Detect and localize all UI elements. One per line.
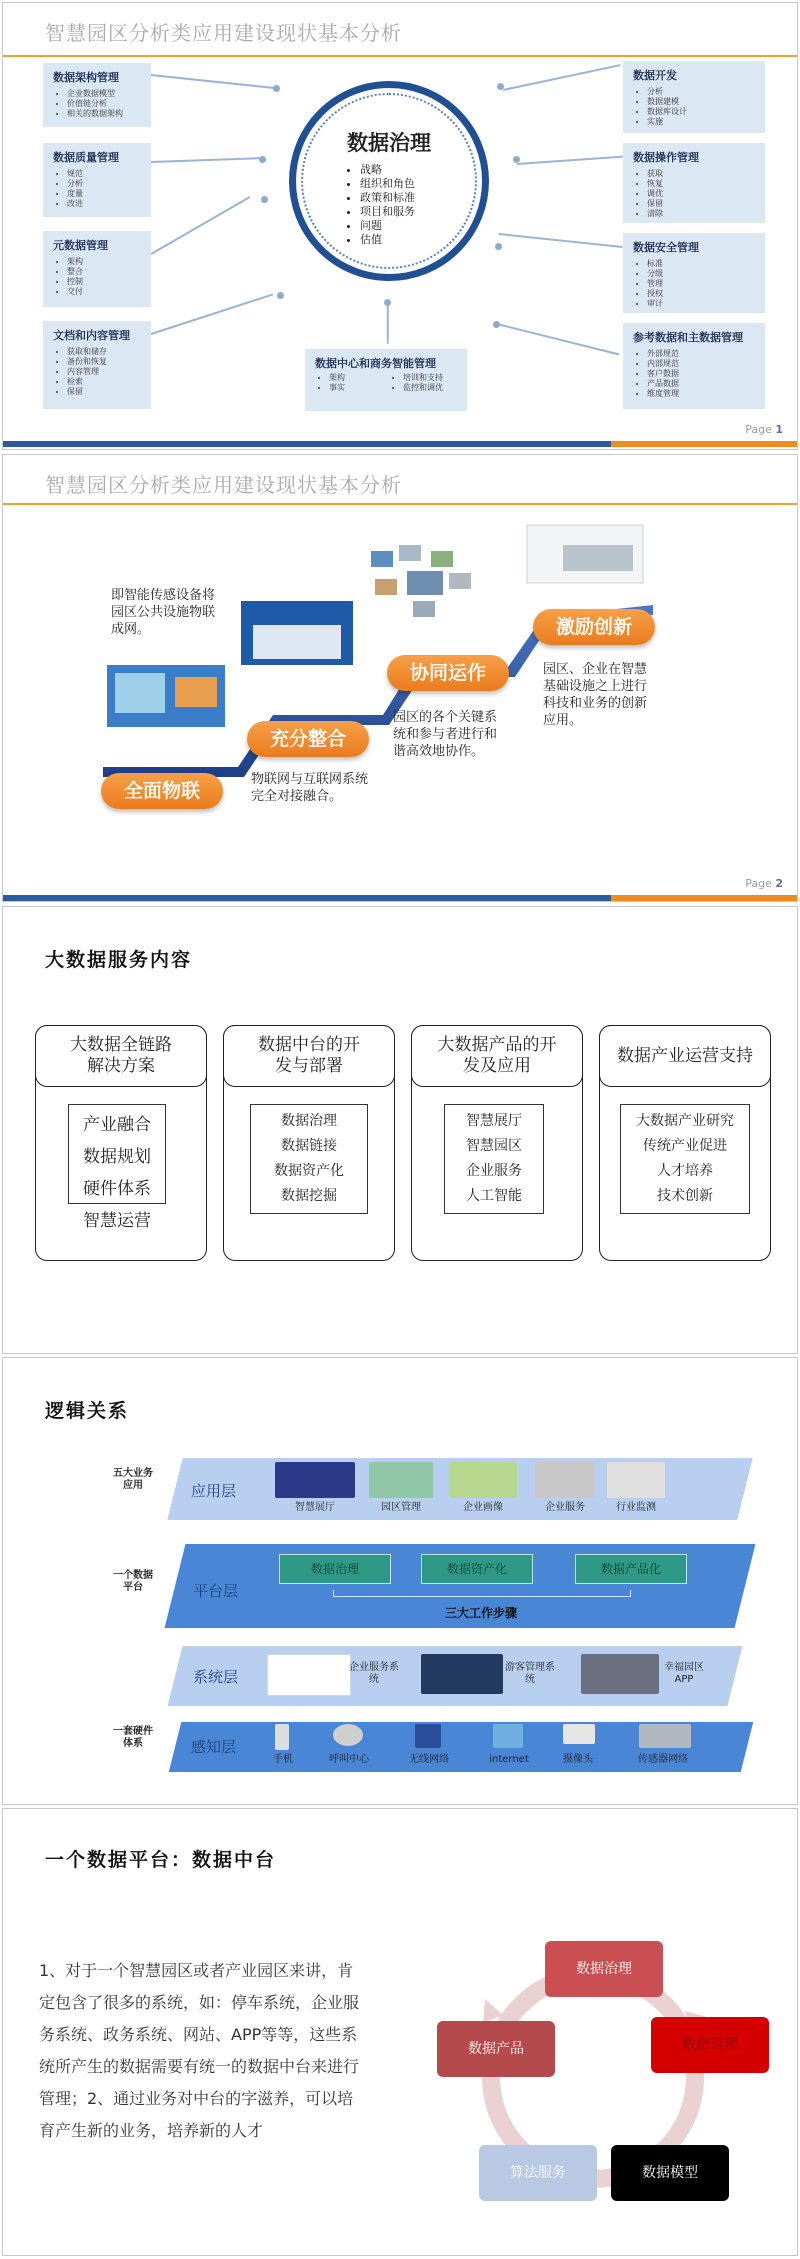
- collab-image: [431, 551, 453, 567]
- box-item: • 产品数据: [647, 379, 755, 389]
- node-dot: [493, 321, 500, 328]
- enterprise-profile-image: [449, 1462, 517, 1498]
- slide-title: 大数据服务内容: [45, 949, 193, 971]
- body-text: 1、对于一个智慧园区或者产业园区来讲，肯定包含了很多的系统，如：停车系统，企业服务系统、政务系统、网站、APP等等，这些系统所产生的数据需要有统一的数据中台来进行管理；2、通过业务对中台的字滋养，可以培育产生新的业务，培养新的人才: [39, 1961, 360, 2140]
- slide-5: [2, 1808, 798, 2256]
- cycle-management: 数据管理: [651, 2017, 769, 2073]
- node-dot: [513, 156, 520, 163]
- box-item: • 获取: [647, 169, 755, 179]
- network-image-detail: [253, 625, 341, 659]
- cycle-governance: 数据治理: [545, 1941, 663, 1997]
- box-data-quality: [43, 143, 151, 217]
- box-item: • 管理: [647, 279, 755, 289]
- footer-bar-orange: [611, 895, 798, 901]
- center-item: • 项目和服务: [360, 205, 415, 219]
- footer-bar-orange: [611, 441, 798, 447]
- iot-image-detail: [115, 673, 165, 713]
- box-item: • 调优: [647, 189, 755, 199]
- box-item: • 外部规范: [647, 349, 755, 359]
- industry-monitor-image: [607, 1462, 665, 1498]
- card-item: 人工智能: [466, 1188, 522, 1204]
- box-title: 数据操作管理: [633, 151, 699, 164]
- collab-image: [375, 579, 397, 595]
- step-desc-3: 园区的各个关键系统和参与者进行和谐高效地协作。: [393, 710, 498, 759]
- box-item: • 标准: [647, 259, 755, 269]
- box-item: • 改进: [67, 199, 141, 209]
- box-item: • 事实: [329, 383, 345, 393]
- connector: [499, 233, 622, 247]
- box-reference-master-data: [623, 323, 765, 409]
- side-label-platform: 一个数据平台: [113, 1570, 153, 1593]
- service-card-fullchain: [35, 1025, 207, 1261]
- slide-3: [2, 906, 798, 1354]
- system-caption: 企业服务系统: [349, 1662, 399, 1685]
- box-item: • 监控和调优: [403, 383, 443, 393]
- sense-caption: internet: [489, 1754, 529, 1765]
- box-document-content: [43, 321, 151, 409]
- center-item: • 估值: [360, 233, 415, 247]
- node-dot: [273, 85, 280, 92]
- slide-title: 智慧园区分析类应用建设现状基本分析: [45, 473, 402, 497]
- sense-caption: 呼叫中心: [329, 1754, 369, 1765]
- cycle-model: 数据模型: [611, 2145, 729, 2201]
- sensor-network-image: [639, 1724, 691, 1748]
- step-desc-2: 物联网与互联网系统完全对接融合。: [251, 772, 369, 804]
- slide-1: [2, 2, 798, 450]
- card-list: [444, 1104, 544, 1214]
- box-item: • 架构: [67, 257, 141, 267]
- callcenter-image: [333, 1724, 363, 1746]
- node-dot: [259, 156, 266, 163]
- internet-image: [493, 1724, 523, 1748]
- step-label-4: 激励创新: [533, 609, 655, 645]
- box-title: 数据架构管理: [53, 71, 119, 84]
- platform-layer-name: 平台层: [193, 1582, 239, 1600]
- box-item: • 培训和支持: [403, 373, 443, 383]
- service-card-products: [411, 1025, 583, 1261]
- camera-image: [563, 1724, 595, 1744]
- app-layer-name: 应用层: [191, 1482, 237, 1500]
- box-datacenter-bi: [305, 349, 467, 411]
- box-item: • 客户数据: [647, 369, 755, 379]
- box-item: • 审计: [647, 299, 755, 309]
- box-item: • 分级: [647, 269, 755, 279]
- box-data-development: [623, 61, 765, 133]
- system-layer-name: 系统层: [193, 1668, 239, 1686]
- box-item: • 分析: [647, 87, 755, 97]
- connector: [151, 196, 250, 254]
- node-dot: [277, 292, 284, 299]
- card-item: 智慧运营: [83, 1211, 151, 1231]
- connector: [151, 293, 273, 334]
- center-item: • 问题: [360, 219, 415, 233]
- footer-bar-blue: [3, 441, 611, 447]
- sense-caption: 摄像头: [563, 1754, 593, 1765]
- box-item: • 数据建模: [647, 97, 755, 107]
- box-item: • 企业数据模型: [67, 89, 141, 99]
- card-head: 数据中台的开发与部署: [223, 1025, 395, 1087]
- connector: [503, 64, 621, 90]
- connector: [517, 156, 623, 165]
- card-item: 数据规划: [83, 1147, 151, 1167]
- box-title: 元数据管理: [53, 239, 108, 252]
- park-management-image: [369, 1462, 433, 1498]
- collab-image: [413, 601, 435, 617]
- box-title: 数据安全管理: [633, 241, 699, 254]
- box-data-security: [623, 233, 765, 313]
- card-list: [620, 1104, 750, 1214]
- sense-caption: 手机: [273, 1754, 293, 1765]
- card-head: 数据产业运营支持: [599, 1025, 771, 1087]
- box-item: • 备份和恢复: [67, 357, 141, 367]
- card-item: 产业融合: [83, 1115, 151, 1135]
- card-item: 智慧展厅: [466, 1113, 522, 1129]
- box-item: • 整合: [67, 267, 141, 277]
- connector: [151, 157, 261, 162]
- box-title: 参考数据和主数据管理: [633, 331, 743, 344]
- app-caption: 企业服务: [545, 1502, 585, 1513]
- app-caption: 园区管理: [381, 1502, 421, 1513]
- box-item: • 授权: [647, 289, 755, 299]
- box-item: • 相关的数据架构: [67, 109, 141, 119]
- system-caption: 幸福园区APP: [664, 1662, 704, 1685]
- card-item: 数据资产化: [274, 1163, 344, 1179]
- slide-title: 逻辑关系: [45, 1400, 130, 1422]
- box-metadata: [43, 231, 151, 307]
- card-item: 数据挖掘: [281, 1188, 337, 1204]
- box-item: • 规范: [67, 169, 141, 179]
- box-item: • 维度管理: [647, 389, 755, 399]
- box-title: 数据开发: [633, 69, 677, 82]
- card-item: 技术创新: [657, 1188, 713, 1204]
- box-item: • 内部规范: [647, 359, 755, 369]
- card-list: [68, 1104, 166, 1231]
- box-item: • 保留: [647, 199, 755, 209]
- box-item: • 交付: [67, 287, 141, 297]
- pill-governance: 数据治理: [279, 1554, 391, 1584]
- slide-4: [2, 1357, 798, 1805]
- card-item: 传统产业促进: [643, 1138, 727, 1154]
- step-desc-4: 园区、企业在智慧基础设施之上进行科技和业务的创新应用。: [543, 662, 648, 728]
- tourist-system-image: [421, 1654, 503, 1694]
- center-item: • 政策和标准: [360, 191, 415, 205]
- innovation-image-detail: [563, 545, 633, 571]
- service-card-datacenter: [223, 1025, 395, 1261]
- side-label-apps: 五大业务应用: [113, 1468, 153, 1491]
- app-caption: 企业画像: [463, 1502, 503, 1513]
- card-list: [250, 1104, 368, 1214]
- card-item: 数据治理: [281, 1113, 337, 1129]
- step-label-3: 协同运作: [387, 655, 509, 691]
- node-dot: [384, 299, 391, 306]
- sense-caption: 无线网络: [409, 1754, 449, 1765]
- card-head: 大数据产品的开发及应用: [411, 1025, 583, 1087]
- slide-title: 智慧园区分析类应用建设现状基本分析: [45, 21, 402, 45]
- box-title: 数据质量管理: [53, 151, 119, 164]
- sense-caption: 传感器网络: [638, 1754, 688, 1765]
- center-title: 数据治理: [347, 131, 431, 155]
- center-list: [348, 163, 415, 247]
- exhibition-image: [275, 1462, 355, 1498]
- slide-2: [2, 454, 798, 902]
- center-item: • 战略: [360, 163, 415, 177]
- steps-bracket: [333, 1590, 631, 1597]
- app-caption: 行业监测: [616, 1502, 656, 1513]
- box-item: • 检索: [67, 377, 141, 387]
- steps-label: 三大工作步骤: [444, 1606, 517, 1620]
- box-item: • 获取和储存: [67, 347, 141, 357]
- box-data-architecture: [43, 63, 151, 127]
- sensing-layer-name: 感知层: [191, 1738, 237, 1756]
- box-item: • 恢复: [647, 179, 755, 189]
- step-label-1: 全面物联: [101, 773, 223, 809]
- node-dot: [495, 243, 502, 250]
- box-item: • 内容管理: [67, 367, 141, 377]
- center-item: • 组织和角色: [360, 177, 415, 191]
- wireless-image: [415, 1724, 441, 1748]
- app-caption: 智慧展厅: [295, 1502, 335, 1513]
- iot-image-detail: [175, 677, 217, 707]
- cycle-product: 数据产品: [437, 2021, 555, 2077]
- card-item: 硬件体系: [83, 1179, 151, 1199]
- connector: [151, 74, 274, 88]
- box-item: • 分析: [67, 179, 141, 189]
- step-desc-1: 即智能传感设备将园区公共设施物联成网。: [111, 588, 216, 637]
- pill-assetization: 数据资产化: [421, 1554, 533, 1584]
- side-label-hardware: 一套硬件体系: [113, 1726, 153, 1749]
- card-item: 数据链接: [281, 1138, 337, 1154]
- step-label-2: 充分整合: [247, 721, 369, 757]
- cycle-algorithm: 算法服务: [479, 2145, 597, 2201]
- app-image: [581, 1654, 659, 1694]
- card-item: 企业服务: [466, 1163, 522, 1179]
- title-divider: [3, 55, 797, 57]
- connector: [387, 304, 389, 344]
- card-item: 人才培养: [657, 1163, 713, 1179]
- phone-image: [275, 1724, 289, 1750]
- footer-bar-blue: [3, 895, 611, 901]
- node-dot: [261, 196, 268, 203]
- slide-title: 一个数据平台：数据中台: [45, 1849, 277, 1871]
- enterprise-system-image: [267, 1654, 351, 1696]
- collab-image: [449, 573, 471, 589]
- page-number: Page 1: [745, 423, 783, 436]
- connector: [497, 323, 620, 355]
- box-item: • 保留: [67, 387, 141, 397]
- card-head: 大数据全链路解决方案: [35, 1025, 207, 1087]
- box-item: • 度量: [67, 189, 141, 199]
- node-dot: [497, 83, 504, 90]
- box-data-operations: [623, 143, 765, 223]
- service-card-operations: [599, 1025, 771, 1261]
- box-title: 文档和内容管理: [53, 329, 130, 342]
- box-item: • 控制: [67, 277, 141, 287]
- collab-image: [371, 551, 393, 567]
- box-title: 数据中心和商务智能管理: [315, 357, 436, 370]
- box-item: • 实施: [647, 117, 755, 127]
- system-caption: 游客管理系统: [505, 1662, 555, 1685]
- card-item: 大数据产业研究: [636, 1113, 734, 1129]
- pill-productization: 数据产品化: [575, 1554, 687, 1584]
- box-item: • 价值链分析: [67, 99, 141, 109]
- collab-image: [399, 545, 421, 561]
- box-item: • 数据库设计: [647, 107, 755, 117]
- collab-image: [407, 571, 443, 595]
- card-item: 智慧园区: [466, 1138, 522, 1154]
- box-item: • 清除: [647, 209, 755, 219]
- box-item: • 架构: [329, 373, 345, 383]
- enterprise-service-image: [535, 1462, 595, 1498]
- page-number: Page 2: [745, 877, 783, 890]
